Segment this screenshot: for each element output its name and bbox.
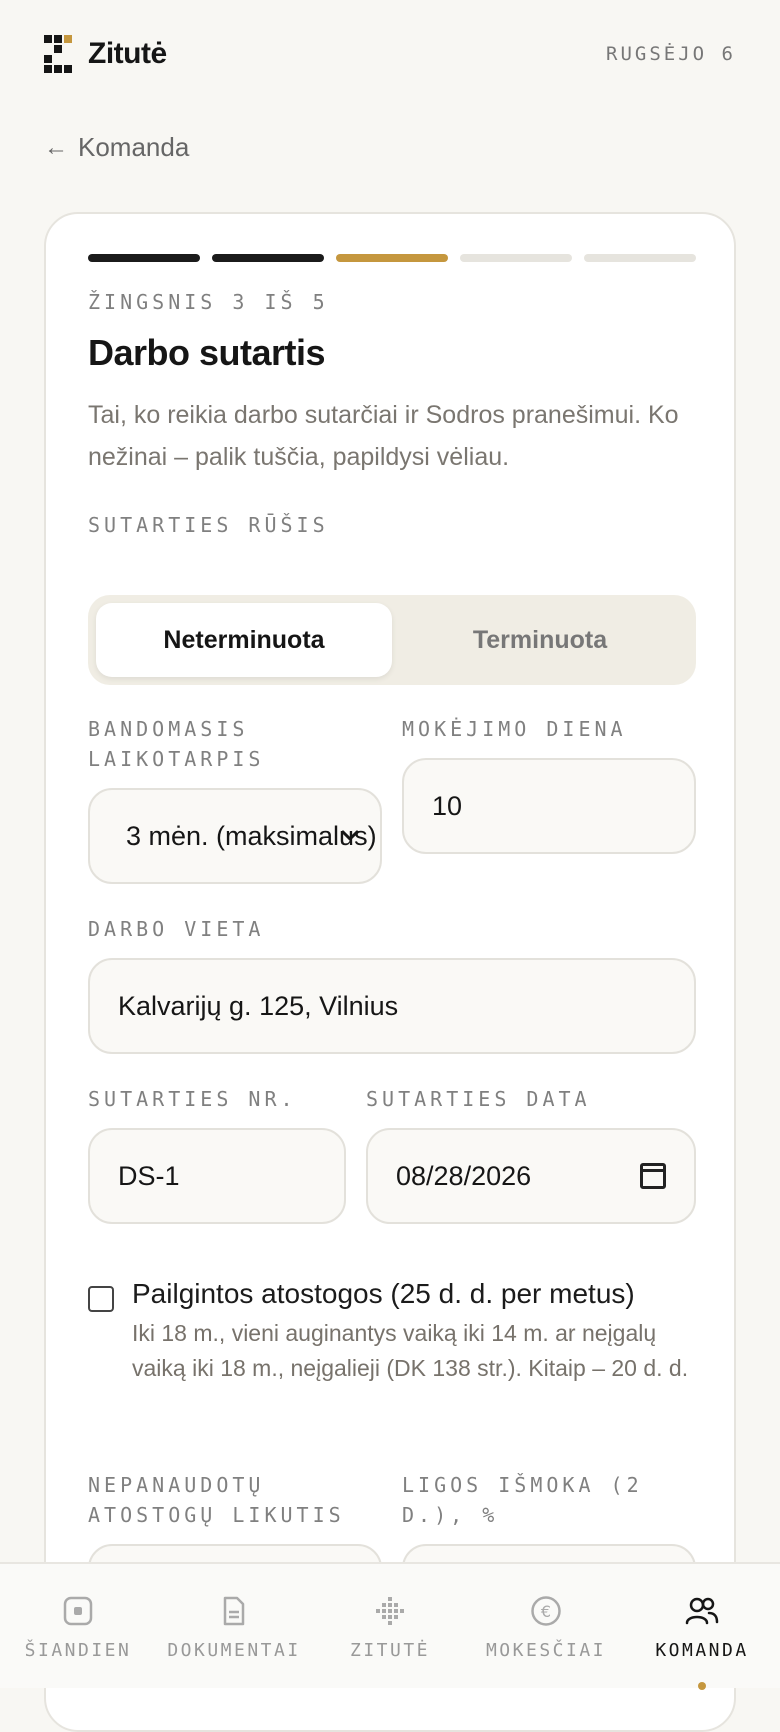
step-3-indicator [336,254,448,262]
nav-zitute-label: ZITUTĖ [349,1640,431,1661]
contract-date-value: 08/28/2026 [396,1160,532,1191]
contract-type-label: SUTARTIES RŪŠIS [88,513,329,537]
wizard-card [44,212,736,1732]
workplace-label: DARBO VIETA [88,917,265,941]
page-title: Darbo sutartis [88,332,326,373]
logo-icon [44,35,72,73]
step-progress [88,254,696,262]
workplace-input[interactable]: Kalvarijų g. 125, Vilnius [88,958,696,1054]
document-icon [217,1594,251,1628]
sparkle-icon [373,1594,407,1628]
step-label: ŽINGSNIS 3 IŠ 5 [88,290,329,314]
payment-day-input[interactable]: 10 [402,758,696,854]
app-header [44,34,736,74]
brand[interactable] [44,35,167,73]
extended-leave-checkbox[interactable] [88,1286,114,1312]
nav-taxes-label: MOKESČIAI [485,1640,607,1661]
contract-number-label: SUTARTIES NR. [88,1087,297,1111]
contract-type-toggle [88,595,696,685]
nav-team[interactable] [627,1594,777,1661]
back-link[interactable] [44,132,189,163]
probation-value: 3 mėn. (maksimalus) [126,820,377,851]
nav-taxes[interactable] [471,1594,621,1661]
page-description: Tai, ko reikia darbo sutarčiai ir Sodros pranešimui. Ko nežinai – palik tuščia, papildysi vėliau. [88,401,679,471]
chevron-down-icon [340,825,360,848]
contract-number-input[interactable]: DS-1 [88,1128,346,1224]
nav-documents-label: DOKUMENTAI [167,1640,301,1661]
back-arrow-icon: ← [44,133,68,161]
step-1-indicator [88,254,200,262]
extended-leave-option [88,1274,696,1386]
contract-date-label: SUTARTIES DATA [366,1087,591,1111]
extended-leave-description: Iki 18 m., vieni auginantys vaiką iki 14 m. ar neįgalų vaiką iki 18 m., neįgalieji (DK 138 str.). Kitaip – 20 d. d. [132,1320,689,1381]
nav-team-label: KOMANDA [655,1640,749,1661]
svg-text:€: € [540,1602,552,1621]
nav-zitute[interactable] [315,1594,465,1661]
team-icon [685,1594,719,1628]
step-5-indicator [584,254,696,262]
bottom-navigation [0,1562,780,1688]
step-2-indicator [212,254,324,262]
payment-day-label: MOKĖJIMO DIENA [402,717,627,741]
active-indicator [698,1682,706,1690]
euro-icon [529,1594,563,1628]
unused-leave-label: NEPANAUDOTŲ ATOSTOGŲ LIKUTIS [88,1473,345,1527]
back-link-label: Komanda [78,132,190,162]
brand-name: Zitutė [88,37,167,70]
extended-leave-title: Pailgintos atostogos (25 d. d. per metus) [132,1278,635,1309]
nav-today[interactable] [3,1594,153,1661]
probation-select[interactable] [88,788,382,884]
calendar-icon[interactable] [640,1163,666,1189]
nav-documents[interactable] [159,1594,309,1661]
contract-type-indefinite[interactable]: Neterminuota [96,603,392,677]
nav-today-label: ŠIANDIEN [24,1640,132,1661]
contract-date-input[interactable] [366,1128,696,1224]
contract-type-fixed-term[interactable]: Terminuota [472,625,608,654]
probation-label: BANDOMASIS LAIKOTARPIS [88,717,265,771]
step-4-indicator [460,254,572,262]
sick-pay-label: LIGOS IŠMOKA (2 D.), % [402,1473,643,1527]
today-icon [61,1594,95,1628]
header-date: RUGSĖJO 6 [606,43,736,65]
